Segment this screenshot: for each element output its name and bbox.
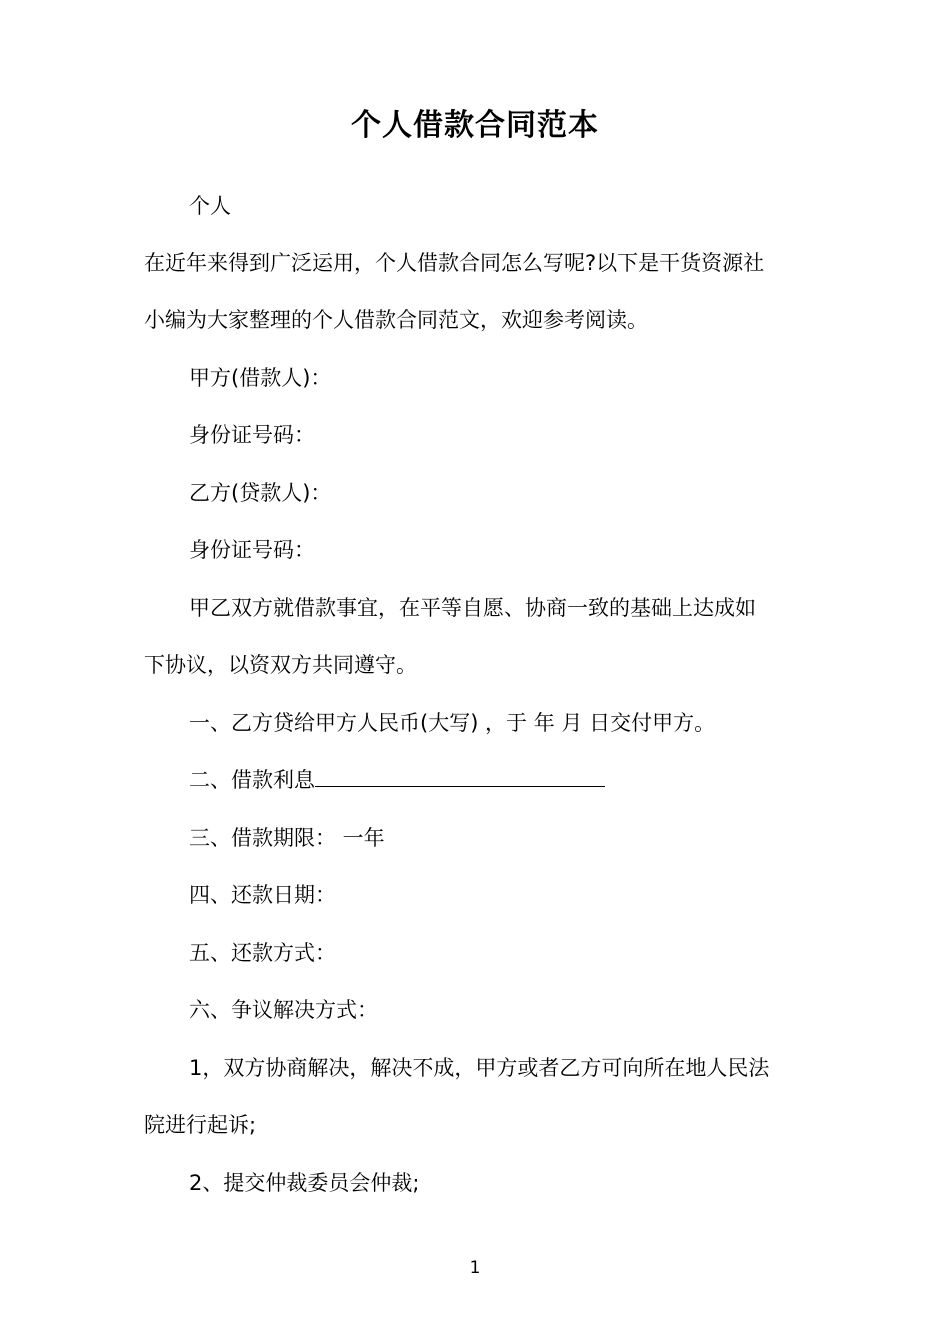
agreement-line-1: 甲乙双方就借款事宜，在平等自愿、协商一致的基础上达成如: [189, 596, 756, 620]
paragraph-intro-line-2: 小编为大家整理的个人借款合同范文，欢迎参考阅读。: [144, 308, 648, 332]
clause-5: 五、还款方式：: [189, 941, 336, 965]
dispute-option-1-line-1: 1，双方协商解决，解决不成，甲方或者乙方可向所在地人民法: [189, 1056, 770, 1080]
agreement-line-2: 下协议，以资双方共同遵守。: [144, 653, 417, 677]
page-number: 1: [469, 1258, 481, 1278]
clause-2-text: 二、借款利息: [189, 768, 315, 792]
party-a-label: 甲方(借款人)：: [189, 366, 332, 390]
clause-6: 六、争议解决方式：: [189, 998, 378, 1022]
party-b-id-label: 身份证号码：: [189, 538, 315, 562]
dispute-option-2: 2、提交仲裁委员会仲裁;: [189, 1171, 420, 1195]
dispute-option-1-line-2: 院进行起诉;: [144, 1113, 257, 1137]
clause-1: 一、乙方贷给甲方人民币(大写) ，于 年 月 日交付甲方。: [189, 711, 716, 735]
clause-4: 四、还款日期：: [189, 883, 336, 907]
party-a-id-label: 身份证号码：: [189, 423, 315, 447]
clause-3: 三、借款期限： 一年: [189, 826, 385, 850]
paragraph-intro-line-1: 在近年来得到广泛运用，个人借款合同怎么写呢?以下是干货资源社: [144, 251, 765, 275]
interest-blank-line: [315, 764, 605, 787]
clause-2: [189, 764, 605, 796]
party-b-label: 乙方(贷款人)：: [189, 481, 332, 505]
paragraph-intro-start: 个人: [189, 194, 231, 218]
document-title: 个人借款合同范本: [351, 108, 599, 143]
